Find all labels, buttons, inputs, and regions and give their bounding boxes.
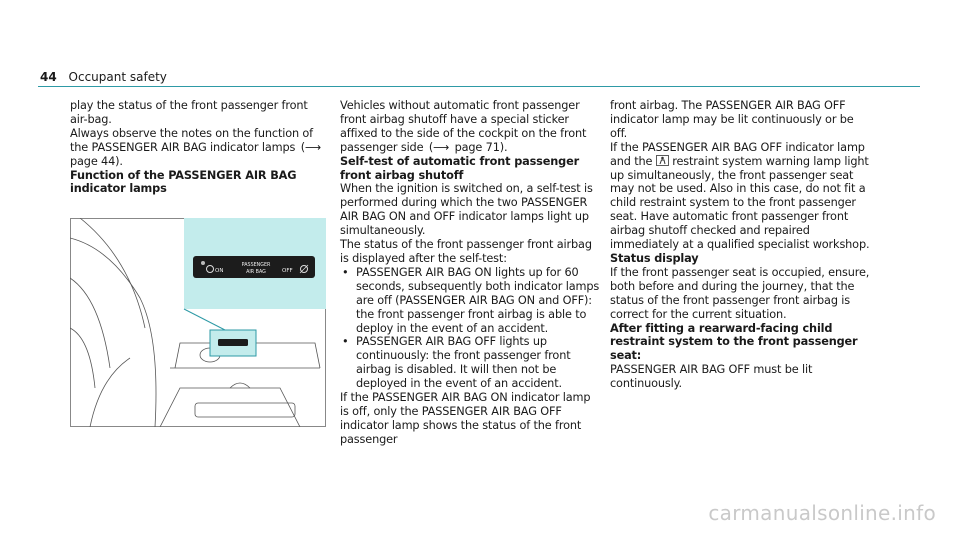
bullet-list xyxy=(340,266,600,391)
list-item: • PASSENGER AIR BAG OFF lights up continuously: the front passenger front airbag is disabled. It will then not be deployed in the event of an accident. xyxy=(356,335,600,391)
paragraph: The status of the front passenger front airbag is displayed after the self-test: xyxy=(340,238,592,265)
header-divider xyxy=(38,86,920,87)
passenger-label: PASSENGER xyxy=(241,263,271,268)
column-3 xyxy=(610,99,870,391)
paragraph-text: If the PASSENGER AIR BAG OFF indicator lamp and the xyxy=(610,140,865,168)
page-reference-link[interactable]: page 44). xyxy=(70,154,123,168)
paragraph-warning xyxy=(610,141,870,252)
airbag-label: AIR BAG xyxy=(246,270,266,275)
arrow-right-icon: (⟶ xyxy=(300,140,321,154)
section-heading: Status display xyxy=(610,251,699,265)
callout-indicator-lamp xyxy=(218,339,248,346)
paragraph-reference xyxy=(70,127,325,169)
paragraph: PASSENGER AIR BAG OFF must be lit continuously. xyxy=(610,363,813,391)
page-number: 44 xyxy=(40,70,57,84)
paragraph: play the status of the front passenger front air-bag. xyxy=(70,99,308,126)
paragraph: If the PASSENGER AIR BAG ON indicator lamp is off, only the PASSENGER AIR BAG OFF indicator lamp shows the status of the front passenger xyxy=(340,391,591,446)
list-item: • PASSENGER AIR BAG ON lights up for 60 seconds, subsequently both indicator lamps are off (PASSENGER AIR BAG ON and OFF): the front passenger front airbag is able to deploy in the event of an accident. xyxy=(356,266,600,336)
paragraph: If the front passenger seat is occupied, ensure, both before and during the journey, that the status of the front passenger front airbag is correct for the current situation. xyxy=(610,265,870,321)
section-heading: Self-test of automatic front passenger front airbag shutoff xyxy=(340,154,580,182)
column-1 xyxy=(70,99,325,196)
section-heading: Function of the PASSENGER AIR BAG indicator lamps xyxy=(70,168,297,196)
off-label: OFF xyxy=(282,268,293,274)
column-2 xyxy=(340,99,600,447)
paragraph: When the ignition is switched on, a self-test is performed during which the two PASSENGER AIR BAG ON and OFF indicator lamps light up simultaneously. xyxy=(340,182,593,238)
paragraph: front airbag. The PASSENGER AIR BAG OFF indicator lamp may be lit continuously or be off. xyxy=(610,99,854,140)
arrow-right-icon: (⟶ xyxy=(428,140,450,154)
page-header xyxy=(40,70,167,84)
paragraph-text: restraint system warning lamp light up simultaneously, the front passenger seat may not be used. Also in this case, do not fit a child restraint system to the front passenger seat. Have automatic front passenger front airbag shutoff checked and repaired immediately at a qualified specialist workshop. xyxy=(610,154,870,252)
paragraph-text: Always observe the notes on the function of the PASSENGER AIR BAG indicator lamps xyxy=(70,126,314,154)
watermark: carmanualsonline.info xyxy=(708,501,936,525)
paragraph-reference xyxy=(340,99,600,155)
on-label: ON xyxy=(215,268,224,274)
cockpit-illustration xyxy=(70,218,326,427)
section-title: Occupant safety xyxy=(68,70,167,84)
page-reference-link[interactable]: page 71). xyxy=(454,140,508,154)
restraint-system-warning-icon xyxy=(656,155,669,166)
section-heading: After fitting a rearward-facing child restraint system to the front passenger seat: xyxy=(610,321,858,363)
paragraph-text: Vehicles without automatic front passenger front airbag shutoff have a special sticker affixed to the side of the cockpit on the front passenger side xyxy=(340,99,587,154)
